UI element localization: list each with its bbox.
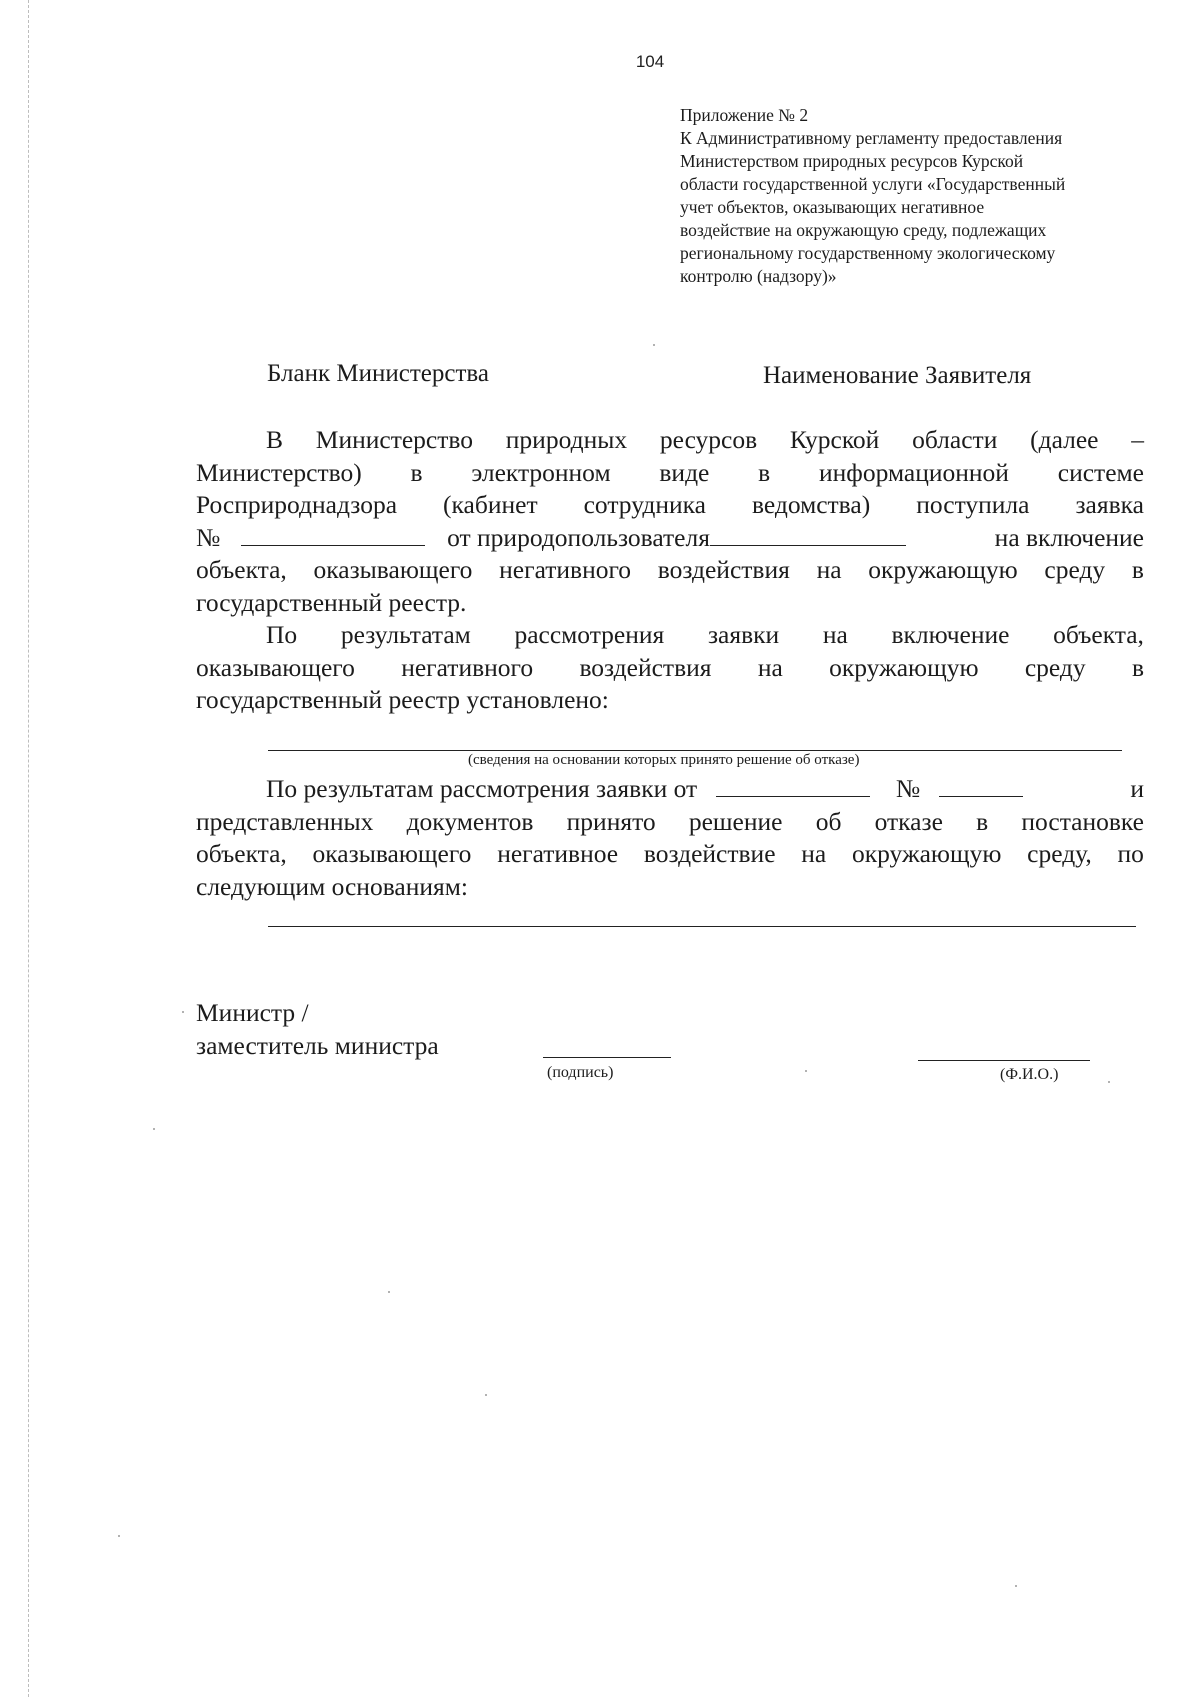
name-caption: (Ф.И.О.): [1000, 1066, 1059, 1083]
scan-speck: [388, 1291, 390, 1293]
appendix-line: области государственной услуги «Государственный: [680, 174, 1066, 194]
page-number: 104: [635, 52, 665, 71]
scan-speck: [1108, 1081, 1110, 1083]
text-line: № от природопользователя на включение: [196, 522, 1144, 552]
appendix-line: Министерством природных ресурсов Курской: [680, 151, 1024, 171]
text-line: государственный реестр установлено:: [196, 685, 609, 714]
paragraph-refusal-decision: [196, 773, 1144, 903]
name-blank-line: [918, 1060, 1090, 1061]
text-line: Росприроднадзора (кабинет сотрудника ведомства) поступила заявка: [196, 490, 1144, 519]
text-line: По результатам рассмотрения заявки на включение объекта,: [266, 620, 1144, 649]
text-line: объекта, оказывающего негативного воздействия на окружающую среду в: [196, 555, 1144, 584]
scan-speck: [805, 1070, 807, 1072]
ministry-letterhead-label: Бланк Министерства: [267, 360, 489, 387]
refusal-basis-caption: (сведения на основании которых принято решение об отказе): [468, 752, 860, 768]
nature-user-blank: [710, 523, 906, 546]
applicant-name-label: Наименование Заявителя: [763, 362, 1032, 389]
text-line: представленных документов принято решение об отказе в постановке: [196, 806, 1144, 836]
application-number-blank: [241, 523, 425, 546]
appendix-line: К Административному регламенту предоставления: [680, 128, 1063, 148]
signature-caption: (подпись): [547, 1064, 614, 1081]
text-line: Министерство) в электронном виде в информационной системе: [196, 457, 1144, 487]
scan-speck: [153, 1128, 155, 1130]
scan-speck: [1015, 1585, 1017, 1587]
page-margin-line: [28, 0, 29, 1697]
appendix-line: региональному государственному экологическому: [680, 243, 1056, 263]
text-line: По результатам рассмотрения заявки от № и: [266, 774, 1144, 803]
application-date-blank: [716, 774, 870, 797]
paragraph-application-received: [196, 424, 1144, 619]
appendix-line: воздействие на окружающую среду, подлежащих: [680, 220, 1047, 240]
scan-speck: [653, 344, 655, 346]
text-line: В Министерство природных ресурсов Курской области (далее –: [266, 425, 1144, 454]
signature-blank-line: [543, 1057, 671, 1058]
application-number-blank: [939, 774, 1023, 797]
appendix-line: Приложение № 2: [680, 105, 809, 125]
appendix-line: контролю (надзору)»: [680, 266, 837, 286]
paragraph-review-results: [196, 619, 1144, 717]
text-line: объекта, оказывающего негативное воздействие на окружающую среду, по: [196, 839, 1144, 868]
text-line: государственный реестр.: [196, 587, 467, 617]
appendix-note: [680, 104, 1150, 288]
signer-title: [196, 996, 439, 1062]
scan-speck: [118, 1535, 120, 1537]
signer-title-line: Министр /: [196, 998, 309, 1027]
scan-speck: [485, 1394, 487, 1396]
signer-title-line: заместитель министра: [196, 1031, 439, 1060]
text-line: следующим основаниям:: [196, 871, 468, 901]
appendix-line: учет объектов, оказывающих негативное: [680, 197, 985, 217]
refusal-basis-blank-line: [268, 750, 1122, 751]
grounds-blank-line: [268, 926, 1136, 927]
scan-speck: [182, 1011, 184, 1013]
text-line: оказывающего негативного воздействия на окружающую среду в: [196, 652, 1144, 682]
